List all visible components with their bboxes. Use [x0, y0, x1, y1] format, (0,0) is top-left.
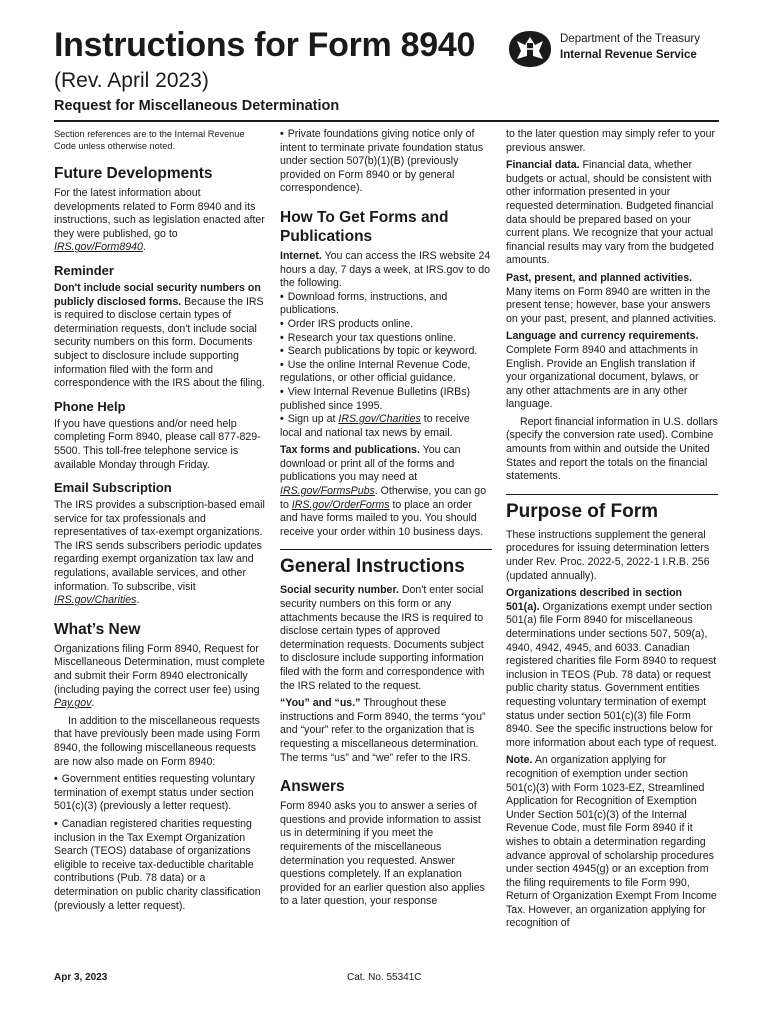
orderforms-link[interactable]: IRS.gov/OrderForms	[291, 498, 390, 511]
column-3	[506, 128, 718, 935]
financial-data-text: Financial data. Financial data, whether budgets or actual, should be consistent with other information presented in your requested determination. Budgeted financial data should be prepared based on your current plans. We recognize that your actual financial results may vary from the budgeted amounts.	[506, 159, 714, 267]
reminder-heading: Reminder	[54, 262, 114, 278]
irs-eagle-logo-icon	[505, 29, 555, 69]
activities-text: Past, present, and planned activities. Many items on Form 8940 are written in the present tense; however, base your answers on your past, present, and planned activities.	[506, 271, 717, 325]
formspubs-link[interactable]: IRS.gov/FormsPubs	[280, 485, 375, 498]
whats-new-text: Organizations filing Form 8940, Request for Miscellaneous Determination, must complete and submit their Form 8940 electronically (including paying the correct user fee) using Pay.gov.	[54, 642, 265, 710]
footer-date: Apr 3, 2023	[54, 972, 108, 983]
future-developments-text: For the latest information about developments related to Form 8940 and its instructions, such as legislation enacted after they were published, go to IRS.gov/Form8940.	[54, 187, 265, 254]
section-references: Section references are to the Internal Revenue Code unless otherwise noted.	[54, 129, 245, 151]
agency-irs: Internal Revenue Service	[560, 49, 697, 61]
email-subscription-text: The IRS provides a subscription-based email service for tax professionals and representatives of tax-exempt organizations. The IRS sends subscribers periodic updates regarding exempt organization tax law and regulations, available services, and other information. To subscribe, visit IRS.gov/Charities.	[54, 499, 265, 607]
charities-signup-link[interactable]: IRS.gov/Charities	[338, 413, 421, 426]
answers-heading: Answers	[280, 778, 345, 796]
internet-bullet-4: • Search publications by topic or keyword.	[280, 345, 492, 359]
language-currency-text: Language and currency requirements. Complete Form 8940 and attachments in English. Provide an English translation if your organizational document, bylaws, or any other attachments are in any other language.	[506, 330, 699, 411]
phone-help-heading: Phone Help	[54, 398, 126, 414]
whats-new-addition: In addition to the miscellaneous requests that have previously been made using Form 8940, the following miscellaneous requests are now also made on Form 8940:	[54, 714, 261, 768]
internet-bullet-6: • View Internal Revenue Bulletins (IRBs) published since 1995.	[280, 386, 492, 413]
whats-new-bullet-1: • Government entities requesting voluntary termination of exempt status under section 501(c)(3) (previously a letter request).	[54, 773, 266, 814]
internet-bullet-7: • Sign up at IRS.gov/Charities to receive local and national tax news by email.	[280, 413, 492, 440]
form8940-link[interactable]: IRS.gov/Form8940	[54, 241, 143, 254]
purpose-of-form-heading: Purpose of Form	[506, 494, 718, 523]
internet-bullet-2: • Order IRS products online.	[280, 318, 492, 332]
phone-help-text: If you have questions and/or need help completing Form 8940, please call 877-829-5500. This toll-free telephone service is available Monday through Friday.	[54, 417, 261, 471]
internet-bullet-3: • Research your tax questions online.	[280, 332, 492, 346]
agency-department: Department of the Treasury	[560, 33, 700, 45]
whats-new-bullet-2: • Canadian registered charities requesting inclusion in the Tax Exempt Organization Search (TEOS) database of organizations eligible to receive tax-deductible charitable contributions (Pub. 78 data) or a determination on public charity classification (previously a letter request).	[54, 818, 266, 913]
whats-new-heading: What’s New	[54, 620, 141, 638]
report-financial-text: Report financial information in U.S. dollars (specify the conversion rate used). Combine amounts from within and outside the United States and report the totals on the financial statements.	[506, 415, 718, 483]
you-and-us-text: “You” and “us.” Throughout these instructions and Form 8940, the terms “you” and “your” refer to the organization that is requesting a miscellaneous determination. The terms “us” and “we” refer to the IRS.	[280, 697, 486, 764]
general-instructions-heading: General Instructions	[280, 549, 492, 578]
header-divider	[54, 120, 719, 122]
private-foundation-bullet: • Private foundations giving notice only of intent to terminate private foundation status under section 507(b)(1)(B) (previously provided on Form 8940 or by general correspondence).	[280, 128, 492, 196]
answers-continued: to the later question may simply refer to your previous answer.	[506, 128, 716, 154]
future-developments-heading: Future Developments	[54, 165, 213, 182]
column-1	[54, 128, 266, 917]
answers-text: Form 8940 asks you to answer a series of questions and provide information to assist us in determining if you meet the requirements of the miscellaneous determination you requested. Answer questions completely. If an explanation provided for an earlier question also applies to a later question, your response	[280, 800, 485, 908]
organizations-501a-text: Organizations described in section 501(a). Organizations exempt under section 501(a) file Form 8940 for miscellaneous determinations under sections 507, 509(a), 4940, 4942, 4945, and 6033. Canadian registered charities file Form 8940 to request inclusion in TEOS (Pub. 78 data) or request public charity status. Government entities requesting voluntary termination of exempt status under section 501(c)(3) file Form 8940. See the specific instructions below for more information about each type of request.	[506, 587, 717, 749]
internet-bullet-1: • Download forms, instructions, and publications.	[280, 291, 492, 318]
revision-date: (Rev. April 2023)	[54, 69, 209, 92]
column-2	[280, 128, 492, 913]
charities-link[interactable]: IRS.gov/Charities	[54, 594, 137, 607]
internet-text: Internet. You can access the IRS website 24 hours a day, 7 days a week, at IRS.gov to do the following. • Download forms, instructions, and publications. • Order IRS products online. • Research your tax questions online. • Search publications by topic or keyword. • Use the online Internal Revenue Code, regulations, or other official guidance. • View Internal Revenue Bulletins (IRBs) published since 1995. • Sign up at IRS.gov/Charities to receive local and national tax news by email.	[280, 250, 492, 440]
internet-bullet-5: • Use the online Internal Revenue Code, regulations, or other official guidance.	[280, 359, 492, 386]
paygov-link[interactable]: Pay.gov	[54, 697, 92, 710]
how-to-get-forms-heading: How To Get Forms and Publications	[280, 208, 449, 245]
note-text: Note. An organization applying for recognition of exemption under section 501(c)(3) with Form 1023-EZ, Streamlined Application for Recognition of Exemption Under Section 501(c)(3) of the Internal Revenue Code, must file Form 8940 if it wishes to obtain a determination regarding advance approval of scholarship procedures under section 4945(g) or an exception from the filing requirements to file Form 990, Return of Organization Exempt From Income Tax. However, an organization applying for recognition of	[506, 754, 717, 930]
tax-forms-text: Tax forms and publications. You can download or print all of the forms and publications you may need at IRS.gov/FormsPubs. Otherwise, you can go to IRS.gov/OrderForms to place an order and have forms mailed to you. You should receive your order within 10 business days.	[280, 444, 487, 538]
footer-catalog-number: Cat. No. 55341C	[347, 972, 422, 983]
reminder-text: Don't include social security numbers on publicly disclosed forms. Because the IRS is required to disclose certain types of determination requests, don't include social security numbers on this form. Documents subject to disclosure include supporting information filed with the form and correspondence with the IRS about the filing.	[54, 281, 265, 390]
agency-block	[560, 31, 700, 63]
ssn-text: Social security number. Don't enter social security numbers on this form or any attachments because the IRS is required to disclose certain types of approved determination requests. Documents subject to disclosure include supporting information filed with the form and correspondence with the IRS related to the request.	[280, 584, 485, 692]
purpose-text: These instructions supplement the general procedures for issuing determination letters under Rev. Proc. 2022-5, 2022-1 I.R.B. 256 (updated annually).	[506, 528, 710, 582]
email-subscription-heading: Email Subscription	[54, 480, 172, 496]
page-title: Instructions for Form 8940	[54, 26, 476, 64]
form-description: Request for Miscellaneous Determination	[54, 98, 340, 114]
